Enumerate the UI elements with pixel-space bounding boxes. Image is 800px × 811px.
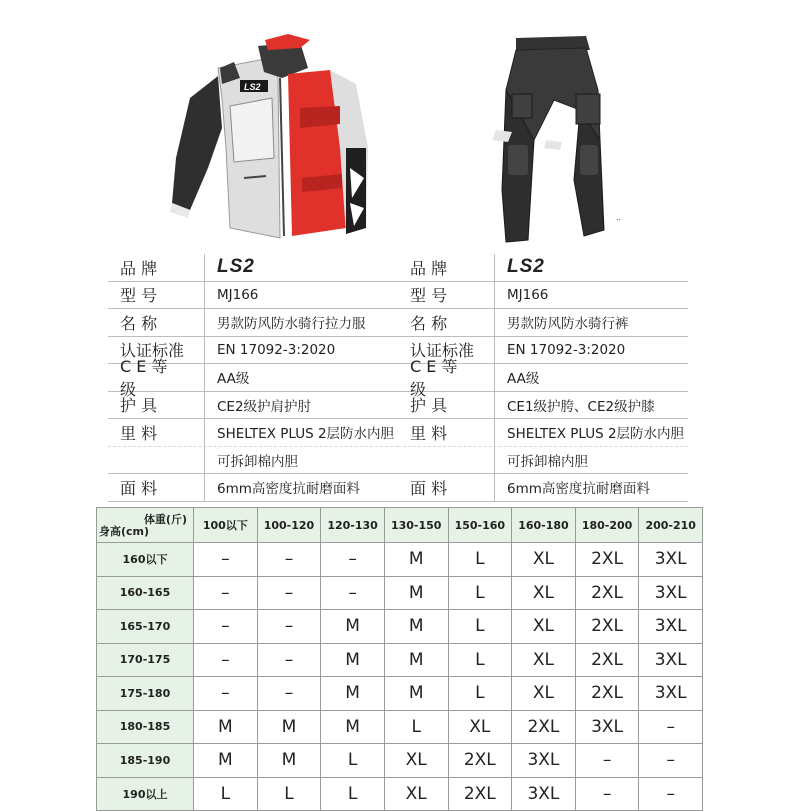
size-cell: XL <box>512 643 576 677</box>
weight-column-header: 160-180 <box>512 508 576 543</box>
spec-value: MJ166 <box>217 286 259 303</box>
spec-label: 认证标准 <box>120 341 185 361</box>
table-row <box>97 543 703 577</box>
table-row <box>97 643 703 677</box>
weight-column-header: 130-150 <box>384 508 448 543</box>
size-cell: 2XL <box>575 643 639 677</box>
size-cell: L <box>448 677 512 711</box>
size-cell: – <box>639 777 703 811</box>
size-cell: – <box>257 610 321 644</box>
size-cell: M <box>384 576 448 610</box>
spec-row <box>108 254 398 282</box>
weight-column-header: 120-130 <box>321 508 385 543</box>
size-cell: 2XL <box>575 610 639 644</box>
size-cell: M <box>194 710 258 744</box>
spec-row <box>108 392 398 420</box>
spec-value: SHELTEX PLUS 2层防水内胆 <box>217 426 395 443</box>
spec-label: 护 具 <box>410 396 448 416</box>
spec-row <box>108 419 398 447</box>
spec-value: 6mm高密度抗耐磨面料 <box>217 481 360 498</box>
spec-row <box>108 474 398 502</box>
weight-axis-label: 体重(斤) <box>143 513 187 526</box>
spec-row <box>398 474 688 502</box>
spec-label: 品 牌 <box>410 258 448 278</box>
table-row <box>97 677 703 711</box>
spec-label: 面 料 <box>120 478 158 498</box>
spec-row <box>398 282 688 310</box>
spec-row <box>108 282 398 310</box>
size-cell: – <box>257 576 321 610</box>
size-cell: – <box>575 777 639 811</box>
size-cell: M <box>257 710 321 744</box>
size-cell: 3XL <box>639 677 703 711</box>
spec-value: EN 17092-3:2020 <box>217 341 336 358</box>
spec-label: 型 号 <box>120 286 158 306</box>
spec-label: C E 等 级 <box>120 357 168 400</box>
size-cell: 2XL <box>575 576 639 610</box>
table-row <box>97 576 703 610</box>
spec-label: 里 料 <box>120 423 158 443</box>
jacket-image <box>160 28 380 250</box>
size-cell: M <box>384 643 448 677</box>
height-row-header: 160以下 <box>97 543 194 577</box>
spec-label: 里 料 <box>410 423 448 443</box>
size-cell: L <box>321 777 385 811</box>
size-cell: M <box>321 677 385 711</box>
size-cell: – <box>575 744 639 778</box>
svg-text:LS2: LS2 <box>244 82 261 92</box>
size-cell: – <box>321 543 385 577</box>
size-cell: XL <box>384 777 448 811</box>
spec-label: 名 称 <box>410 313 448 333</box>
spec-label <box>108 447 204 474</box>
size-cell: L <box>448 610 512 644</box>
size-cell: XL <box>384 744 448 778</box>
size-cell: 2XL <box>448 777 512 811</box>
size-cell: L <box>448 576 512 610</box>
spec-value: EN 17092-3:2020 <box>507 341 626 358</box>
weight-column-header: 100-120 <box>257 508 321 543</box>
size-cell: 3XL <box>512 744 576 778</box>
height-row-header: 170-175 <box>97 643 194 677</box>
jacket-spec-table <box>108 254 398 502</box>
size-cell: 3XL <box>639 643 703 677</box>
size-cell: 2XL <box>575 543 639 577</box>
spec-value: CE1级护胯、CE2级护膝 <box>507 398 655 415</box>
table-row <box>97 777 703 811</box>
height-row-header: 160-165 <box>97 576 194 610</box>
size-cell: XL <box>512 610 576 644</box>
pants-spec-table <box>398 254 688 502</box>
size-cell: 3XL <box>639 610 703 644</box>
spec-row <box>398 309 688 337</box>
spec-label <box>398 447 494 474</box>
size-cell: 3XL <box>575 710 639 744</box>
height-row-header: 180-185 <box>97 710 194 744</box>
size-cell: – <box>194 610 258 644</box>
height-row-header: 185-190 <box>97 744 194 778</box>
height-row-header: 175-180 <box>97 677 194 711</box>
size-cell: 3XL <box>639 576 703 610</box>
size-cell: – <box>257 643 321 677</box>
size-cell: – <box>194 543 258 577</box>
size-cell: M <box>321 643 385 677</box>
size-cell: 2XL <box>448 744 512 778</box>
size-cell: L <box>321 744 385 778</box>
size-cell: XL <box>512 576 576 610</box>
table-row <box>97 744 703 778</box>
spec-value: AA级 <box>507 371 540 388</box>
weight-column-header: 200-210 <box>639 508 703 543</box>
height-axis-label: 身高(cm) <box>99 525 150 538</box>
size-cell: 3XL <box>512 777 576 811</box>
spec-value: 男款防风防水骑行裤 <box>507 316 629 333</box>
brand-logo: LS2 <box>217 256 255 278</box>
spec-value: CE2级护肩护肘 <box>217 398 312 415</box>
spec-value: AA级 <box>217 371 250 388</box>
spec-row <box>108 309 398 337</box>
size-cell: XL <box>512 677 576 711</box>
size-cell: – <box>639 710 703 744</box>
height-row-header: 165-170 <box>97 610 194 644</box>
spec-row <box>398 357 688 400</box>
size-cell: M <box>384 677 448 711</box>
spec-label: 面 料 <box>410 478 448 498</box>
spec-label: 认证标准 <box>410 341 475 361</box>
spec-label: 护 具 <box>120 396 158 416</box>
size-cell: M <box>194 744 258 778</box>
size-cell: L <box>448 643 512 677</box>
height-row-header: 190以上 <box>97 777 194 811</box>
weight-column-header: 100以下 <box>194 508 258 543</box>
size-chart-corner <box>97 508 194 543</box>
spec-value: 可拆卸棉内胆 <box>507 453 588 470</box>
size-cell: – <box>257 677 321 711</box>
weight-column-header: 150-160 <box>448 508 512 543</box>
size-cell: – <box>194 576 258 610</box>
size-cell: 3XL <box>639 543 703 577</box>
size-cell: L <box>448 543 512 577</box>
spec-row <box>398 447 688 475</box>
spec-label: 名 称 <box>120 313 158 333</box>
weight-column-header: 180-200 <box>575 508 639 543</box>
spec-row <box>398 392 688 420</box>
size-cell: 2XL <box>575 677 639 711</box>
size-cell: – <box>194 677 258 711</box>
size-cell: M <box>321 610 385 644</box>
spec-row <box>398 254 688 282</box>
spec-value: 男款防风防水骑行拉力服 <box>217 316 366 333</box>
size-cell: XL <box>512 543 576 577</box>
spec-label: 品 牌 <box>120 258 158 278</box>
size-cell: – <box>321 576 385 610</box>
size-cell: L <box>257 777 321 811</box>
spec-value: 6mm高密度抗耐磨面料 <box>507 481 650 498</box>
size-chart <box>96 507 703 804</box>
spec-row <box>398 419 688 447</box>
spec-row <box>108 357 398 400</box>
spec-value: SHELTEX PLUS 2层防水内胆 <box>507 426 685 443</box>
spec-value: MJ166 <box>507 286 549 303</box>
spec-label: C E 等 级 <box>410 357 458 400</box>
size-cell: – <box>257 543 321 577</box>
size-cell: – <box>639 744 703 778</box>
size-cell: M <box>384 610 448 644</box>
table-row <box>97 610 703 644</box>
spec-row <box>108 447 398 475</box>
svg-text:..: .. <box>616 213 622 222</box>
size-cell: L <box>194 777 258 811</box>
size-cell: M <box>257 744 321 778</box>
size-cell: L <box>384 710 448 744</box>
spec-label: 型 号 <box>410 286 448 306</box>
size-cell: M <box>384 543 448 577</box>
size-cell: XL <box>448 710 512 744</box>
size-cell: – <box>194 643 258 677</box>
pants-image <box>476 30 626 250</box>
size-cell: M <box>321 710 385 744</box>
size-cell: 2XL <box>512 710 576 744</box>
table-row <box>97 710 703 744</box>
brand-logo: LS2 <box>507 256 545 278</box>
spec-value: 可拆卸棉内胆 <box>217 453 298 470</box>
